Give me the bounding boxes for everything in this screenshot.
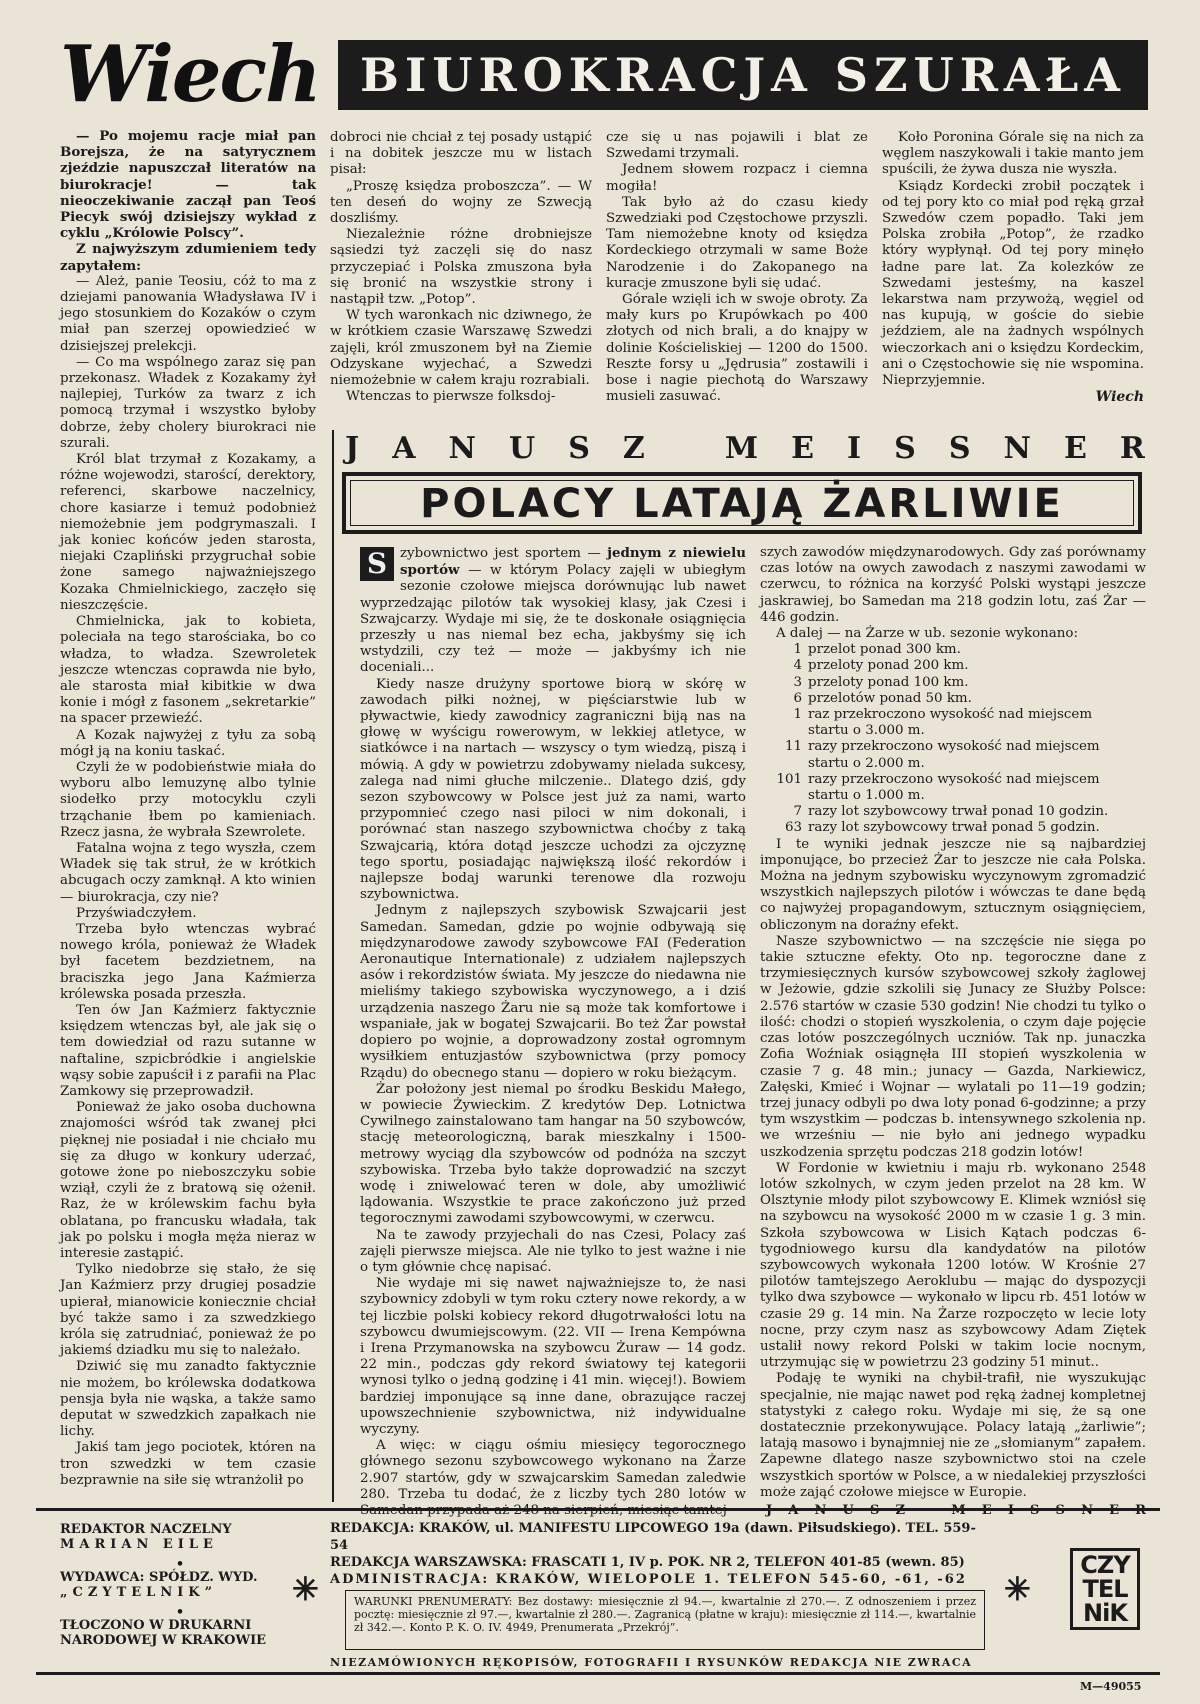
paragraph: Nasze szybownictwo — na szczęście nie sięga po takie sztuczne efekty. Oto np. tegoroczne dane z trzymiesięcznych kursów szybowcowej szkoły żaglowej w Jeżowie, gdzie szkolili się Junacy ze Służby Polsce: 2.576 startów w czasie 530 godzin! Nie chodzi tu tylko o ilość: chodzi o stopień wyszkolenia, o czym daje pojęcie czas lotów poszczególnych uczniów. Tak np. junaczka Zofia Woźniak osiągnęła III stopień wyszkolenia w czasie 7 g. 48 min.; junacy — Gazda, Narkiewicz, Załęski, Kmieć i Wojnar — wylatali po 11—19 godzin; trzej junacy odbyli po dwa loty ponad 6-godzinne; a przy tym wszystkim — podczas b. intensywnego szkolenia np. we wrześniu — nie było ani jednego wypadku uszkodzenia sprzętu podczas 218 godzin lotów! — [760, 933, 1146, 1160]
author-letter: I — [847, 430, 862, 466]
author-letter — [921, 1503, 935, 1519]
paragraph: Chmielnicka, jak to kobieta, poleciała na tego starościaka, bo co władza, to władza. Szewroletek jeszcze wtenczas coprawda nie było, ale starosta miał kibitkie w dwa konie i mógł z fasonem „sekretarkie” na spacer przewieźć. — [60, 614, 316, 727]
author-letter — [766, 1503, 772, 1519]
paragraph: Na te zawody przyjechali do nas Czesi, Polacy zaś zajęli pierwsze miejsca. Ale nie tylko to jest ważne i nie o tym głównie chcę napisać. — [360, 1227, 746, 1275]
author-letter — [982, 1503, 992, 1519]
paragraph: Ten ów Jan Kaźmierz faktycznie księdzem wtenczas był, ale jak się o tem dowiedział od razu sutanne w naftaline, szpicbródkie i angielskie wąsy sobie zapuścił i z parafii na Plac Zamkowy się przeprowadził. — [60, 1002, 316, 1099]
stats-number: 63 — [784, 820, 802, 836]
paragraph: Trzeba było wtenczas wybrać nowego króla, ponieważ że Władek był facetem bezdzietnem, na braciszka jego Jana Kaźmierza królewska posada przeszła. — [60, 921, 316, 1002]
author-letter — [1030, 1503, 1039, 1519]
article-title-frame — [342, 472, 1142, 534]
stats-text: przelotów ponad 50 km. — [808, 690, 972, 706]
wiech-column-3 — [606, 130, 868, 405]
editor-name: MARIAN EILE — [60, 1537, 218, 1552]
footer-rule-top — [36, 1508, 1160, 1511]
address-line: REDAKCJA: KRAKÓW, ul. MANIFESTU LIPCOWEGO 19a (dawn. Piłsudskiego). TEL. 559-54 — [330, 1521, 976, 1553]
article-signature — [760, 1503, 1146, 1519]
stats-item — [760, 739, 1146, 755]
author-letter — [1056, 1503, 1065, 1519]
lead-paragraph: S zybownictwo jest sportem — jednym z niewielu sportów — w którym Polacy zajęli w ubiegłym sezonie czołowe miejsca dorównując lub nawet wyprzedzając pilotów tak wysokiej klasy, jak Czesi i Szwajcarzy. Wydaje mi się, że te doskonałe osiągnięcia przeszły u nas niemal bez echa, jakbyśmy się ich wstydzili, czy też — może — jakbyśmy ich nie doceniali... — [360, 545, 747, 676]
paragraph: Górale wzięli ich w swoje obroty. Za mały kurs po Krupówkach po 400 złotych od nich brali, a do knajpy w dolinie Kościeliskiej — 1200 do 1500. Reszte forsy u „Jędrusia” zostawili i bose i nagie piechotą do Warszawy musieli zasuwać. — [606, 292, 868, 405]
author-letter: E — [791, 430, 814, 466]
stats-item — [760, 772, 1146, 788]
stats-number: 4 — [793, 658, 802, 674]
paragraph: Fatalna wojna z tego wyszła, czem Władek się tak struł, że w krótkich abcugach oczy zamknął. A kto winien — biurokracja, czy nie? — [60, 840, 316, 905]
publisher-block — [60, 1570, 300, 1600]
paragraph: — Po mojemu racje miał pan Borejsza, że na satyrycznem zjeździe napuszczał literatów na biurokracje! — tak nieoczekiwanie zaczął pan Teoś Piecyk swój dzisiejszy wykład z cyklu „Królowie Polscy”. — [60, 128, 316, 242]
stats-text-continuation: startu o 3.000 m. — [808, 723, 925, 739]
paragraph: Z najwyższym zdumieniem tedy zapytałem: — [60, 241, 316, 274]
stats-number: 11 — [784, 739, 802, 755]
author-letter: J — [345, 430, 360, 466]
article-author — [345, 430, 1145, 466]
printer-line: NARODOWEJ W KRAKOWIE — [60, 1633, 267, 1648]
author-letter — [788, 1503, 798, 1519]
paragraph: Ponieważ że jako osoba duchowna znajomości wśród tak zwanej płci pięknej nie posiadał i nie chciało mu się za długo w konkury uderzać, gotowe żone po nieboszczyku sobie wziął, czyli że z bratową się ożenił. Raz, że w królewskim fachu była oblatana, po francusku władała, tak jak po polsku i mogła męża nieraz w interesie zastąpić. — [60, 1100, 316, 1262]
author-letter: E — [1063, 430, 1087, 466]
stats-item — [760, 820, 1146, 836]
article-title: POLACY LATAJĄ ŻARLIWIE — [350, 480, 1134, 526]
footer-addresses — [330, 1520, 990, 1588]
paragraph: Niezależnie różne drobniejsze sąsiedzi tyż zaczęli się do nasz przyczepiać i Polska zmuszona była się bronić na wszystkie strony i nastąpił tzw. „Potop”. — [330, 227, 592, 308]
separator-dot: • — [175, 1605, 185, 1620]
paragraph: A dalej — na Żarze w ub. sezonie wykonano: — [776, 626, 1078, 642]
wiech-signature: Wiech — [1095, 389, 1144, 406]
paragraph: Tylko niedobrze się stało, że się Jan Kaźmierz przy drugiej posadzie upierał, mianowicie koniecznie chciał być także samo i za szwedzkiego króla się zatrudniać, ponieważ że po jakiemś dziadku mu się to należało. — [60, 1262, 316, 1359]
paragraph: Król blat trzymał z Kozakamy, a różne wojewodzi, staroścí, derektory, referenci, skarbowe naczelnicy, chore kasiarze i temuż podobnież niemożebnie jem podgrymaszali. I jak koniec końców jeden starosta, niejaki Czapliński przygruchał sobie żone samego najważniejszego Kozaka Chmielnickiego, zaczęło się nieszczęście. — [60, 452, 316, 613]
footer-imprint — [60, 1522, 300, 1656]
paragraph: Jednym z najlepszych szybowisk Szwajcarii jest Samedan. Samedan, gdzie po wojnie odbywają się międzynarodowe zawody szybowcowe FAI (Federation Aeronautique Internationale) z udziałem najlepszych asów i rekordzistów świata. My jeszcze do niedawna nie mieliśmy takiego szybowiska wyczynowego, a i dziś urządzenia naszego Żaru nie są może tak komfortowe i wspaniałe, jak w bogatej Szwajcarii. Bo też Żar powstał dopiero po wojnie, a doprowadzony został ogromnym wysiłkiem entuzjastów szybownictwa (przy pomocy Rządu) do obecnego stanu — dopiero w roku bieżącym. — [360, 903, 746, 1081]
author-letter: M — [724, 430, 759, 466]
paragraph: I te wyniki jednak jeszcze nie są najbardziej imponujące, bo przecież Żar to jeszcze nie cała Polska. Można na jednym szybowisku wyczynowym zgromadzić wszystkich najlepszych pilotów i wówczas te dane będą co najwyżej propagandowym, sztucznym osiągnięciem, obliczonym na doraźny efekt. — [760, 836, 1146, 933]
paragraph: Ksiądz Kordecki zrobił początek i od tej pory kto co miał pod ręką grzał Szwedów czem popadło. Taki jem Polska zrobiła „Potop”, że rzadko który wypłynął. Od tej pory minęło ładne pare lat. Za kolezków ze Szwedami jesteśmy, na kaszel lekarstwa nam przywożą, węgiel od nas kupują, w goście do siebie jeździem, ale na żadnych wspólnych wieczorkach ani o księdzu Kordeckim, ani o Częstochowie się nie wspomina. Nieprzyjemnie. — [882, 178, 1144, 389]
author-letter: U — [509, 430, 536, 466]
stats-number: 3 — [793, 674, 802, 690]
author-letter — [843, 1503, 854, 1519]
editor-block — [60, 1522, 300, 1552]
stats-item — [760, 707, 1146, 723]
paragraph: W tych waronkach nic dziwnego, że w krótkiem czasie Warszawę Szwedzi zajęli, król zmuszonem był na Ziemie Odzyskane wyjechać, a Szwedzi niemożebnie w całem kraju rozrabiali. — [330, 308, 592, 389]
footer-rule-bottom — [36, 1672, 1160, 1675]
paragraph: cze się u nas pojawili i blat ze Szwedami trzymali. — [606, 130, 868, 162]
stats-list — [760, 642, 1146, 836]
author-letter: Z — [622, 430, 645, 466]
column-divider — [332, 430, 334, 1502]
author-letter — [1135, 1503, 1146, 1519]
author-letter — [1109, 1503, 1119, 1519]
paragraph: szych zawodów międzynarodowych. Gdy zaś porównamy czas lotów na owych zawodach z naszymi zawodami w czerwcu, to różnica na korzyść Polski wystąpi jeszcze jaskrawiej, bo Samedan ma 218 godzin lotu, zaś Żar — 446 godzin. — [760, 545, 1146, 625]
author-letter: S — [894, 430, 916, 466]
stats-item — [760, 691, 1146, 707]
meissner-column-2 — [760, 545, 1146, 1500]
paragraph: Jednem słowem rozpacz i ciemna mogiła! — [606, 162, 868, 194]
stats-text: przeloty ponad 200 km. — [808, 658, 969, 674]
asterisk-icon: ✳ — [1004, 1570, 1031, 1608]
paragraph: Nie wydaje mi się nawet najważniejsze to, że nasi szybownicy zdobyli w tym roku cztery nowe rekordy, a w tej liczbie polski kobiecy rekord długotrwałości lotu na szybowcu dwumiejscowym. (22. VII — Irena Kempówna i Irena Przymanowska na szybowcu Żuraw — 14 godz. 22 min., podczas gdy rekord światowy tej kategorii wynosi tylko o jedną godzinę i 41 min. więcej!). Bowiem bardziej imponujące są inne dane, obrazujące raczej upowszechnienie szybownictwa, niż indywidualne wyczyny. — [360, 1276, 746, 1437]
wiech-column-4 — [882, 130, 1144, 420]
paragraph: dobroci nie chciał z tej posady ustąpić i na dobitek jeszcze mu w listach pisał: — [330, 130, 592, 178]
stats-item — [760, 658, 1146, 674]
author-letter — [951, 1503, 965, 1519]
address-line: REDAKCJA WARSZAWSKA: FRASCATI 1, IV p. POK. NR 2, TELEFON 401-85 (wewn. 85) — [330, 1555, 965, 1570]
drop-cap: S — [360, 547, 394, 581]
author-letter — [896, 1503, 906, 1519]
stats-number: 7 — [793, 804, 802, 820]
disclaimer: NIEZAMÓWIONYCH RĘKOPISÓW, FOTOGRAFII I RYSUNKÓW REDAKCJA NIE ZWRACA — [330, 1656, 973, 1669]
czytelnik-logo: CZY TEL NiK — [1070, 1548, 1140, 1630]
paragraph: A Kozak najwyżej z tyłu za sobą mógł ją na koniu taskać. — [60, 727, 316, 759]
author-letter — [870, 1503, 879, 1519]
meissner-column-1 — [360, 545, 746, 1500]
stats-number: 101 — [776, 771, 802, 787]
wiech-column-2 — [330, 130, 592, 405]
paragraph: Koło Poronina Górale się na nich za węglem naszykowali i takie manto jem spuścili, że żywa dusza nie wyszła. — [882, 130, 1144, 178]
printer-line: TŁOCZONO W DRUKARNI — [60, 1618, 252, 1633]
paragraph: Dziwić się mu zanadto faktycznie nie możem, bo królewska dodatkowa pensja była nie wąska, a także samo deputat w szwedzkich zapałkach nie lichy. — [60, 1359, 316, 1440]
author-letter: N — [448, 430, 476, 466]
author-letter — [1008, 1503, 1014, 1519]
paragraph: — Ależ, panie Teosiu, cóż to ma z dziejami panowania Władysława IV i jego stosunkiem do Kozaków o czym miał pan szerzej opowiedzieć w dzisiejszej prelekcji. — [60, 273, 316, 354]
stats-text: razy lot szybowcowy trwał ponad 5 godzin. — [808, 820, 1100, 836]
stats-text: razy lot szybowcowy trwał ponad 10 godzin. — [808, 804, 1109, 820]
print-code: M—49055 — [1080, 1680, 1142, 1693]
author-letter: R — [1119, 430, 1145, 466]
stats-text: raz przekroczono wysokość nad miejscem — [808, 707, 1093, 723]
paragraph: Żar położony jest niemal po środku Beskidu Małego, w powiecie Żywieckim. Z kredytów Dep. Lotnictwa Cywilnego zainstalowano tam hangar na 50 szybowców, stację meteorologiczną, barak mieszkalny i 1500-metrowy wyciąg dla szybowców od podnóża na szczyt szybowiska. Trzeba było także doprowadzić na szczyt wodę i zniwelować teren w dole, aby umożliwić lądowania. Wszystkie te prace zakończono już przed tegorocznymi zawodami szybowcowymi, w czerwcu. — [360, 1081, 746, 1227]
paragraph: Wtenczas to pierwsze folksdoj- — [346, 389, 556, 405]
stats-number: 1 — [793, 642, 802, 658]
printer-block — [60, 1618, 300, 1648]
address-line: ADMINISTRACJA: KRAKÓW, WIELOPOLE 1. TELEFON 545-60, -61, -62 — [330, 1572, 967, 1587]
author-letter: S — [948, 430, 971, 466]
wiech-logo: Wiech — [60, 29, 320, 120]
author-letter — [1081, 1503, 1093, 1519]
author-letter — [815, 1503, 827, 1519]
paragraph: Czyli że w podobieństwie miała do wyboru albo lemuzynę albo tylnie siodełko przy motocyklu czyli trząchanie łbem po kamieniach. Rzecz jasna, że wybrała Szewrolete. — [60, 759, 316, 840]
paragraph: A więc: w ciągu ośmiu miesięcy tegorocznego głównego sezonu szybowcowego wykonano na Żarze 2.907 startów, gdy w szwajcarskim Samedan zaledwie 280. Trzeba tu dodać, że z liczby tych 280 lotów w — [360, 1438, 746, 1502]
stats-text: razy przekroczono wysokość nad miejscem — [808, 739, 1100, 755]
stats-text: przelot ponad 300 km. — [808, 642, 961, 658]
separator-dot: • — [175, 1557, 185, 1572]
publisher-line: WYDAWCA: SPÓŁDZ. WYD. — [60, 1570, 258, 1585]
paragraph: Kiedy nasze drużyny sportowe biorą w skórę w zawodach piłki nożnej, w pięściarstwie lub w pływactwie, kiedy zawodnicy zagraniczni biją nas na głowę w wyścigu rowerowym, w lekkiej atletyce, w siatkówce i na nartach — wszyscy o tym wiedzą, piszą i mówią. A gdy w powietrzu zdobywamy nielada sukcesy, zalega nad nimi głuche milczenie.. Dlatego dziś, gdy sezon szybowcowy w Polsce jest już za nami, warto przypomnieć czego nasi piloci w nim dokonali, i porównać stan naszego szybownictwa choćby z taką Szwajcarią, która dotąd jeszcze uchodzi za ojczyznę tego sportu, posiadając największą ilość rekordów i najlepsze bodaj warunki terenowe dla rozwoju szybownictwa. — [360, 676, 746, 903]
paragraph: Tak było aż do czasu kiedy Szwedziaki pod Częstochowe przyszli. Tam niemożebne knoty od księdza Kordeckiego otrzymali w same Boże Narodzenie i do Zakopanego na kuracje zmuszone byli się udać. — [606, 194, 868, 291]
author-letter: A — [392, 430, 416, 466]
stats-text: przeloty ponad 100 km. — [808, 674, 969, 690]
paragraph: Jakiś tam jego pociotek, któren na tron szwedzki w tem czasie bezprawnie na siłe się wtranżolił po — [60, 1440, 316, 1488]
author-letter: S — [568, 430, 590, 466]
author-letter: N — [1003, 430, 1031, 466]
paragraph: — Co ma wspólnego zaraz się pan przekonasz. Władek z Kozakamy żył najlepiej, Turków za twarz z ich pomocą trzymał i wszystko byłoby dobrze, żeby cholery biurokraci nie szurali. — [60, 354, 316, 451]
subscription-box: WARUNKI PRENUMERATY: Bez dostawy: miesięcznie zł 94.—, kwartalnie zł 270.—. Z odnoszeniem i przez pocztę: miesięcznie zł 97.—, kwartalnie zł 280.—. Zagranicą (płatne w kraju): miesięcznie zł 114.—, kwartalnie zł 342.—. Konto P. K. O. IV. 4949, Prenumerata „Przekrój”. — [345, 1590, 985, 1650]
paragraph: Przyświadczyłem. — [76, 905, 197, 921]
stats-item — [760, 804, 1146, 820]
stats-text-continuation: startu o 2.000 m. — [808, 755, 925, 771]
stats-number: 6 — [793, 690, 802, 706]
stats-number: 1 — [793, 707, 802, 723]
headline-banner: BIUROKRACJA SZURAŁA — [338, 40, 1148, 110]
stats-item — [760, 642, 1146, 658]
editor-label: REDAKTOR NACZELNY — [60, 1522, 232, 1537]
stats-text: razy przekroczono wysokość nad miejscem — [808, 771, 1100, 787]
paragraph: W Fordonie w kwietniu i maju rb. wykonano 2548 lotów szkolnych, w czym jeden przelot na 28 km. W Olsztynie młody pilot szybowcowy E. Klimek wzniósł się na szybowcu na wysokość 2000 m w czasie 1 g. 3 min. Szkoła szybowcowa w Lisich Kątach podczas 6-tygodniowego kursu dla kandydatów na pilotów szybowcowych wykonała 1200 lotów. W Krośnie 27 pilotów tamtejszego Aeroklubu — mając do dyspozycji tylko dwa szybowce — wykonało w lipcu rb. 451 lotów w czasie 29 g. 14 min. Na Żarze rozpoczęto w lecie loty nocne, przy czym nasz as szybowcowy Adam Ziętek ustalił nowy rekord Polski w takim locie nocnym, utrzymując się w powietrzu 23 godziny 51 minut.. — [760, 1160, 1146, 1371]
stats-item — [760, 675, 1146, 691]
paragraph: „Proszę księdza proboszcza”. — W ten deseń do wojny ze Szwecją doszliśmy. — [330, 178, 592, 227]
paragraph: Podaję te wyniki na chybił-trafił, nie wyszukując specjalnie, nie mając nawet pod ręką żadnej kompletnej statystyki z całego roku. Wydaje mi się, że są one dostatecznie przekonywujące. Polacy latają „żarliwie”; latają masowo i bynajmniej nie ze „słomianym” zapałem. Zapewne dlatego nasze szybownictwo stoi na czele wszystkich sportów w Polsce, a w niedalekiej przyszłości może zająć czołowe miejsce w Europie. — [760, 1371, 1146, 1500]
asterisk-icon: ✳ — [292, 1570, 319, 1608]
stats-text-continuation: startu o 1.000 m. — [808, 788, 925, 804]
wiech-column-1 — [60, 128, 316, 1500]
publisher-name: „CZYTELNIK” — [60, 1585, 218, 1600]
